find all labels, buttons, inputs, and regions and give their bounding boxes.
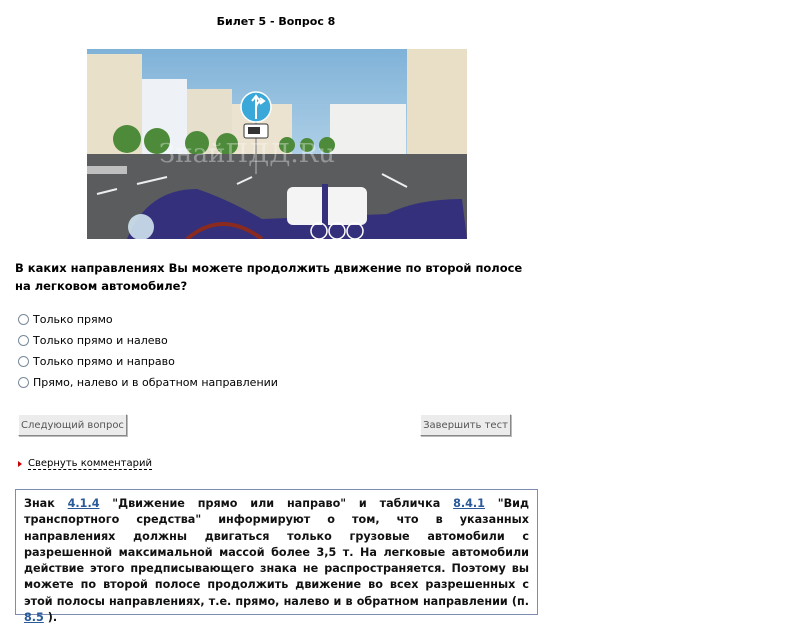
rule-link-8-4-1[interactable]: 8.4.1 xyxy=(453,497,485,510)
rule-link-4-1-4[interactable]: 4.1.4 xyxy=(67,497,100,510)
option-label: Только прямо и направо xyxy=(33,355,175,368)
building xyxy=(407,49,467,164)
comment-text: "Движение прямо или направо" и табличка xyxy=(99,497,454,510)
comment-text: Знак xyxy=(24,497,68,510)
answer-option-2[interactable] xyxy=(18,334,168,347)
comment-box xyxy=(15,489,538,625)
triangle-right-icon xyxy=(18,461,22,467)
option-label: Только прямо xyxy=(33,313,113,326)
radio-button[interactable] xyxy=(18,377,29,388)
answer-option-1[interactable] xyxy=(18,313,113,326)
question-image xyxy=(87,49,467,239)
building xyxy=(330,104,406,159)
answer-option-3[interactable] xyxy=(18,355,175,368)
option-label: Прямо, налево и в обратном направлении xyxy=(33,376,278,389)
ticket-title: Билет 5 - Вопрос 8 xyxy=(216,15,336,28)
collapse-comment-label: Свернуть комментарий xyxy=(28,458,152,469)
next-question-button[interactable]: Следующий вопрос xyxy=(18,414,127,436)
radio-button[interactable] xyxy=(18,356,29,367)
collapse-comment-link[interactable] xyxy=(18,458,152,470)
finish-test-button[interactable]: Завершить тест xyxy=(420,414,511,436)
question-text: В каких направлениях Вы можете продолжить движение по второй полосе на легковом автомобиле? xyxy=(15,261,523,293)
comment-text: ). xyxy=(43,611,58,625)
watermark: ЗнайПДД.Ru xyxy=(159,139,335,169)
rule-link-8-5[interactable]: 8.5 xyxy=(24,611,44,625)
radio-button[interactable] xyxy=(18,335,29,346)
answer-option-4[interactable] xyxy=(18,376,278,389)
radio-button[interactable] xyxy=(18,314,29,325)
option-label: Только прямо и налево xyxy=(33,334,168,347)
comment-text: "Вид транспортного средства" информируют о том, что в указанных направлениях должны двигаться только грузовые автомобили с разрешенной максимальной массой более 3,5 т. На легковые автомобили действие этого предписывающего знака не распространяется. Поэтому вы можете по второй полосе продолжить движение во всех разрешенных с этой полосы направлениях, т.е. прямо, налево и в обратном направлении (п. xyxy=(24,497,529,608)
